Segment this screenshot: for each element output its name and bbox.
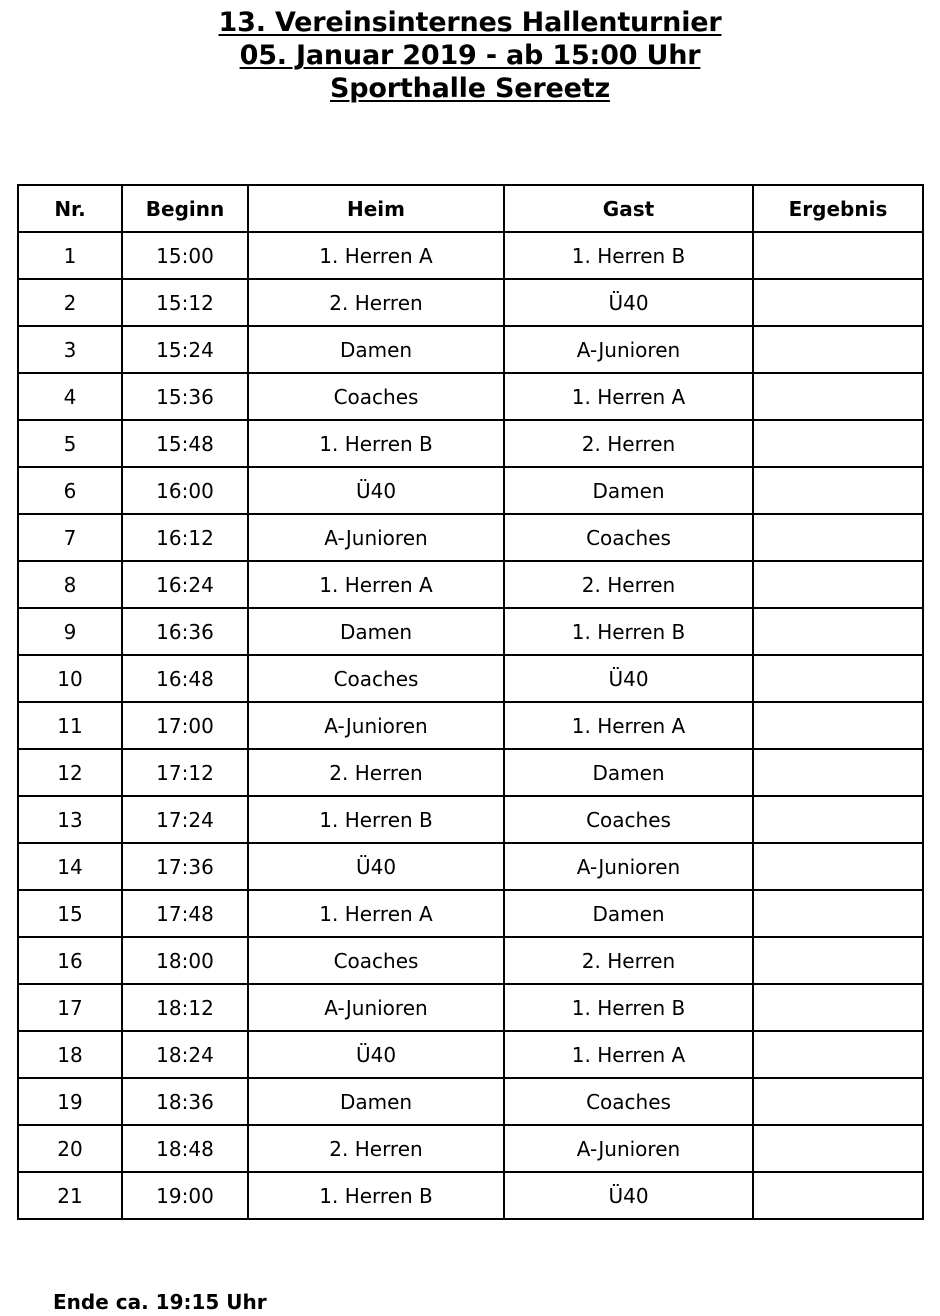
cell-beginn: 15:00: [122, 232, 248, 279]
column-header-heim: Heim: [248, 185, 504, 232]
cell-nr: 9: [18, 608, 122, 655]
cell-ergebnis: [753, 702, 923, 749]
column-header-ergebnis: Ergebnis: [753, 185, 923, 232]
table-row: [18, 467, 923, 514]
table-header-row: [18, 185, 923, 232]
cell-nr: 14: [18, 843, 122, 890]
cell-heim: 1. Herren A: [248, 232, 504, 279]
table-row: [18, 1172, 923, 1219]
cell-nr: 11: [18, 702, 122, 749]
cell-ergebnis: [753, 749, 923, 796]
table-row: [18, 561, 923, 608]
cell-heim: Coaches: [248, 373, 504, 420]
column-header-gast: Gast: [504, 185, 753, 232]
cell-nr: 15: [18, 890, 122, 937]
cell-gast: Ü40: [504, 279, 753, 326]
cell-nr: 6: [18, 467, 122, 514]
cell-heim: Ü40: [248, 843, 504, 890]
table-row: [18, 796, 923, 843]
cell-beginn: 18:36: [122, 1078, 248, 1125]
tournament-venue: Sporthalle Sereetz: [330, 73, 610, 104]
cell-nr: 2: [18, 279, 122, 326]
cell-gast: 1. Herren A: [504, 702, 753, 749]
cell-heim: 1. Herren A: [248, 890, 504, 937]
cell-heim: 2. Herren: [248, 749, 504, 796]
cell-beginn: 15:12: [122, 279, 248, 326]
table-row: [18, 279, 923, 326]
table-row: [18, 702, 923, 749]
cell-beginn: 16:00: [122, 467, 248, 514]
cell-heim: Ü40: [248, 1031, 504, 1078]
cell-beginn: 16:24: [122, 561, 248, 608]
table-row: [18, 890, 923, 937]
table-row: [18, 749, 923, 796]
cell-ergebnis: [753, 1078, 923, 1125]
end-time-note: Ende ca. 19:15 Uhr: [53, 1290, 267, 1314]
cell-heim: A-Junioren: [248, 984, 504, 1031]
cell-heim: Damen: [248, 1078, 504, 1125]
cell-gast: 1. Herren A: [504, 1031, 753, 1078]
cell-gast: Damen: [504, 890, 753, 937]
cell-heim: Coaches: [248, 655, 504, 702]
cell-ergebnis: [753, 796, 923, 843]
cell-ergebnis: [753, 890, 923, 937]
table-row: [18, 420, 923, 467]
cell-nr: 1: [18, 232, 122, 279]
cell-gast: Coaches: [504, 1078, 753, 1125]
cell-ergebnis: [753, 326, 923, 373]
cell-nr: 17: [18, 984, 122, 1031]
cell-gast: 1. Herren B: [504, 984, 753, 1031]
cell-beginn: 17:00: [122, 702, 248, 749]
cell-gast: 2. Herren: [504, 561, 753, 608]
cell-nr: 7: [18, 514, 122, 561]
cell-ergebnis: [753, 655, 923, 702]
table-row: [18, 984, 923, 1031]
cell-ergebnis: [753, 232, 923, 279]
table-row: [18, 232, 923, 279]
cell-beginn: 16:48: [122, 655, 248, 702]
cell-nr: 13: [18, 796, 122, 843]
cell-nr: 20: [18, 1125, 122, 1172]
cell-nr: 18: [18, 1031, 122, 1078]
cell-heim: A-Junioren: [248, 514, 504, 561]
cell-heim: 1. Herren A: [248, 561, 504, 608]
cell-ergebnis: [753, 843, 923, 890]
cell-heim: Damen: [248, 608, 504, 655]
cell-beginn: 15:48: [122, 420, 248, 467]
cell-heim: Coaches: [248, 937, 504, 984]
cell-beginn: 16:36: [122, 608, 248, 655]
cell-gast: 1. Herren A: [504, 373, 753, 420]
tournament-title: 13. Vereinsinternes Hallenturnier: [218, 7, 722, 38]
cell-heim: 1. Herren B: [248, 420, 504, 467]
cell-heim: Ü40: [248, 467, 504, 514]
cell-nr: 16: [18, 937, 122, 984]
cell-heim: 1. Herren B: [248, 1172, 504, 1219]
table-row: [18, 373, 923, 420]
cell-nr: 19: [18, 1078, 122, 1125]
cell-ergebnis: [753, 608, 923, 655]
cell-gast: Ü40: [504, 655, 753, 702]
cell-gast: 2. Herren: [504, 937, 753, 984]
column-header-beginn: Beginn: [122, 185, 248, 232]
cell-ergebnis: [753, 937, 923, 984]
table-row: [18, 514, 923, 561]
cell-nr: 10: [18, 655, 122, 702]
cell-ergebnis: [753, 1125, 923, 1172]
cell-gast: A-Junioren: [504, 843, 753, 890]
cell-gast: Coaches: [504, 514, 753, 561]
cell-beginn: 18:12: [122, 984, 248, 1031]
cell-ergebnis: [753, 514, 923, 561]
cell-ergebnis: [753, 984, 923, 1031]
cell-gast: Damen: [504, 467, 753, 514]
table-row: [18, 843, 923, 890]
cell-ergebnis: [753, 561, 923, 608]
document-header: [0, 6, 940, 105]
table-row: [18, 937, 923, 984]
cell-ergebnis: [753, 420, 923, 467]
tournament-date: 05. Januar 2019 - ab 15:00 Uhr: [239, 40, 701, 71]
cell-heim: 2. Herren: [248, 1125, 504, 1172]
cell-beginn: 18:24: [122, 1031, 248, 1078]
cell-nr: 12: [18, 749, 122, 796]
cell-ergebnis: [753, 279, 923, 326]
cell-beginn: 16:12: [122, 514, 248, 561]
cell-ergebnis: [753, 1031, 923, 1078]
cell-nr: 21: [18, 1172, 122, 1219]
cell-nr: 4: [18, 373, 122, 420]
cell-ergebnis: [753, 467, 923, 514]
column-header-nr: Nr.: [18, 185, 122, 232]
cell-beginn: 17:48: [122, 890, 248, 937]
table-row: [18, 1078, 923, 1125]
table-row: [18, 655, 923, 702]
cell-gast: Coaches: [504, 796, 753, 843]
cell-heim: A-Junioren: [248, 702, 504, 749]
cell-beginn: 17:24: [122, 796, 248, 843]
cell-nr: 3: [18, 326, 122, 373]
cell-gast: 1. Herren B: [504, 232, 753, 279]
cell-nr: 8: [18, 561, 122, 608]
cell-heim: 2. Herren: [248, 279, 504, 326]
cell-gast: 1. Herren B: [504, 608, 753, 655]
cell-heim: 1. Herren B: [248, 796, 504, 843]
table-row: [18, 608, 923, 655]
cell-ergebnis: [753, 373, 923, 420]
cell-beginn: 15:36: [122, 373, 248, 420]
cell-gast: A-Junioren: [504, 326, 753, 373]
cell-gast: 2. Herren: [504, 420, 753, 467]
cell-beginn: 17:12: [122, 749, 248, 796]
table-row: [18, 1031, 923, 1078]
table-row: [18, 326, 923, 373]
cell-gast: Damen: [504, 749, 753, 796]
table-row: [18, 1125, 923, 1172]
cell-beginn: 18:00: [122, 937, 248, 984]
cell-beginn: 19:00: [122, 1172, 248, 1219]
cell-heim: Damen: [248, 326, 504, 373]
cell-beginn: 15:24: [122, 326, 248, 373]
cell-beginn: 17:36: [122, 843, 248, 890]
table-body: [18, 232, 923, 1219]
cell-beginn: 18:48: [122, 1125, 248, 1172]
cell-gast: A-Junioren: [504, 1125, 753, 1172]
match-schedule-table: [17, 184, 924, 1220]
cell-nr: 5: [18, 420, 122, 467]
cell-ergebnis: [753, 1172, 923, 1219]
cell-gast: Ü40: [504, 1172, 753, 1219]
